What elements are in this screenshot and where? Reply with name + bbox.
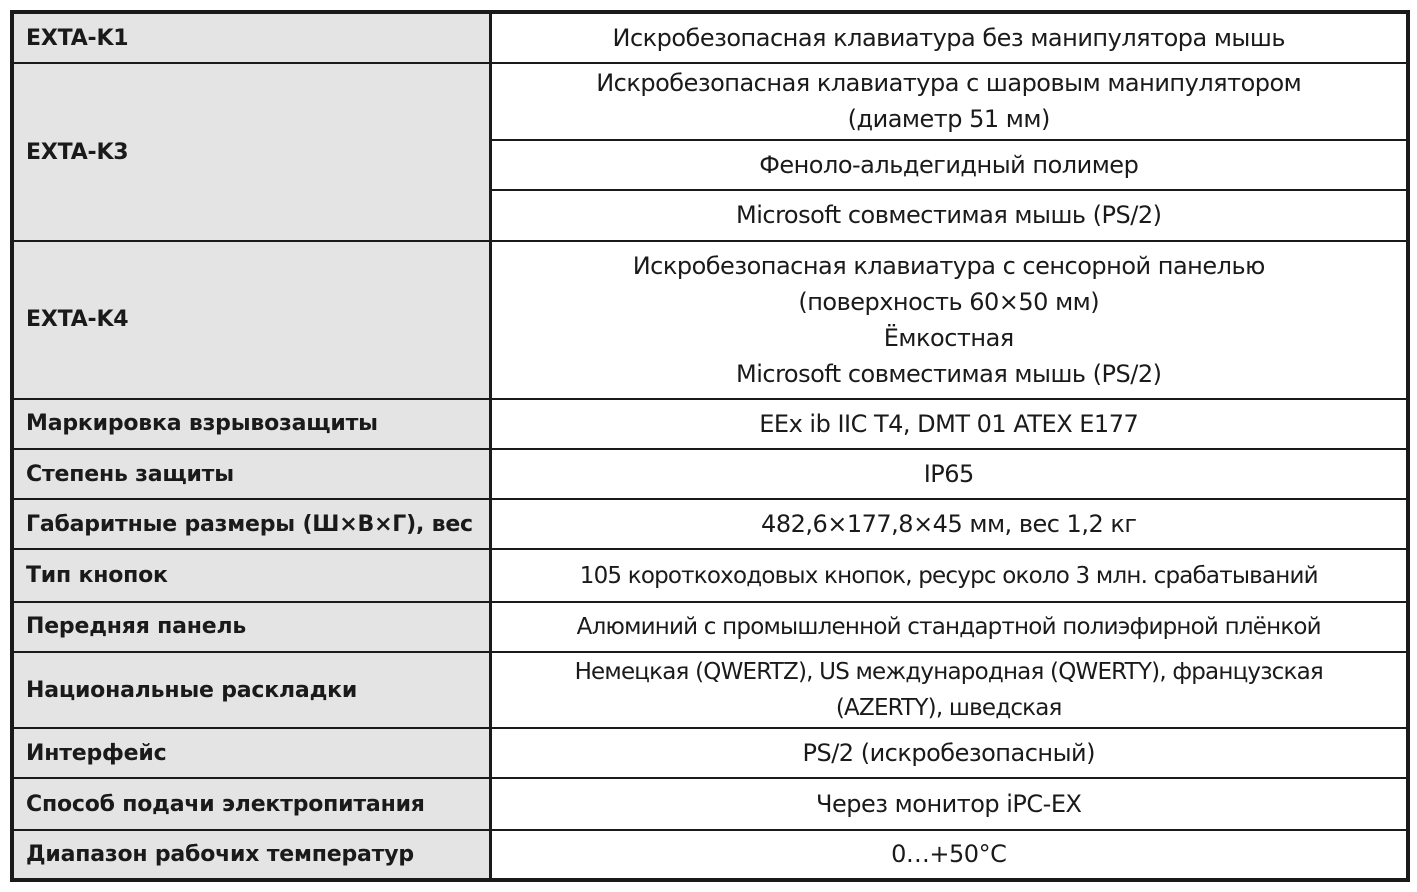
row-value-exta-k3-keyboard xyxy=(490,63,1408,139)
table-row-layouts xyxy=(12,652,1408,728)
row-value-front-panel xyxy=(490,602,1408,652)
row-label-marking: Маркировка взрывозащиты xyxy=(12,399,490,449)
row-label-power: Способ подачи электропитания xyxy=(12,778,490,829)
table-row-buttons xyxy=(12,549,1408,601)
row-label-exta-k4: EXTA-K4 xyxy=(12,241,490,399)
exta-k4-line3: Ёмкостная xyxy=(883,323,1014,352)
row-label-front-panel: Передняя панель xyxy=(12,602,490,652)
table-row-exta-k1 xyxy=(12,12,1408,63)
row-label-exta-k1: EXTA-K1 xyxy=(12,12,490,63)
table-row-protection xyxy=(12,449,1408,499)
table-row-dimensions xyxy=(12,499,1408,549)
row-value-exta-k3-mouse: Microsoft совместимая мышь (PS/2) xyxy=(490,190,1408,241)
layouts-line2: (AZERTY), шведская xyxy=(835,695,1062,722)
row-label-buttons: Тип кнопок xyxy=(12,549,490,601)
exta-k3-keyboard-line2: (диаметр 51 мм) xyxy=(847,105,1050,134)
row-value-temperature: 0…+50°C xyxy=(490,830,1408,880)
row-label-dimensions: Габаритные размеры (Ш×В×Г), вес xyxy=(12,499,490,549)
row-value-power: Через монитор iPC-EX xyxy=(490,778,1408,829)
row-label-exta-k3: EXTA-K3 xyxy=(12,63,490,241)
specifications-table xyxy=(10,10,1410,882)
row-value-marking: EEx ib IIC T4, DMT 01 ATEX E177 xyxy=(490,399,1408,449)
exta-k4-line2: (поверхность 60×50 мм) xyxy=(798,287,1100,316)
exta-k4-line1: Искробезопасная клавиатура с сенсорной панелью xyxy=(632,251,1265,280)
table-row-temperature xyxy=(12,830,1408,880)
row-value-exta-k3-material: Феноло-альдегидный полимер xyxy=(490,140,1408,190)
row-label-layouts: Национальные раскладки xyxy=(12,652,490,728)
table-row-exta-k4 xyxy=(12,241,1408,399)
exta-k3-keyboard-line1: Искробезопасная клавиатура с шаровым манипулятором xyxy=(596,69,1302,98)
row-value-buttons xyxy=(490,549,1408,601)
table-row-marking xyxy=(12,399,1408,449)
row-value-exta-k1: Искробезопасная клавиатура без манипулятора мышь xyxy=(490,12,1408,63)
row-value-interface: PS/2 (искробезопасный) xyxy=(490,728,1408,778)
row-label-interface: Интерфейс xyxy=(12,728,490,778)
table-row-exta-k3 xyxy=(12,63,1408,139)
front-panel-value-text: Алюминий с промышленной стандартной полиэфирной плёнкой xyxy=(576,613,1321,640)
row-label-protection: Степень защиты xyxy=(12,449,490,499)
row-value-protection: IP65 xyxy=(490,449,1408,499)
table-row-interface xyxy=(12,728,1408,778)
buttons-value-text: 105 короткоходовых кнопок, ресурс около 3 млн. срабатываний xyxy=(579,562,1318,589)
table-row-front-panel xyxy=(12,602,1408,652)
row-label-temperature: Диапазон рабочих температур xyxy=(12,830,490,880)
row-value-dimensions: 482,6×177,8×45 мм, вес 1,2 кг xyxy=(490,499,1408,549)
layouts-line1: Немецкая (QWERTZ), US международная (QWERTY), французская xyxy=(574,659,1323,686)
row-value-layouts xyxy=(490,652,1408,728)
exta-k4-line4: Microsoft совместимая мышь (PS/2) xyxy=(736,359,1162,388)
row-value-exta-k4 xyxy=(490,241,1408,399)
table-row-power xyxy=(12,778,1408,829)
